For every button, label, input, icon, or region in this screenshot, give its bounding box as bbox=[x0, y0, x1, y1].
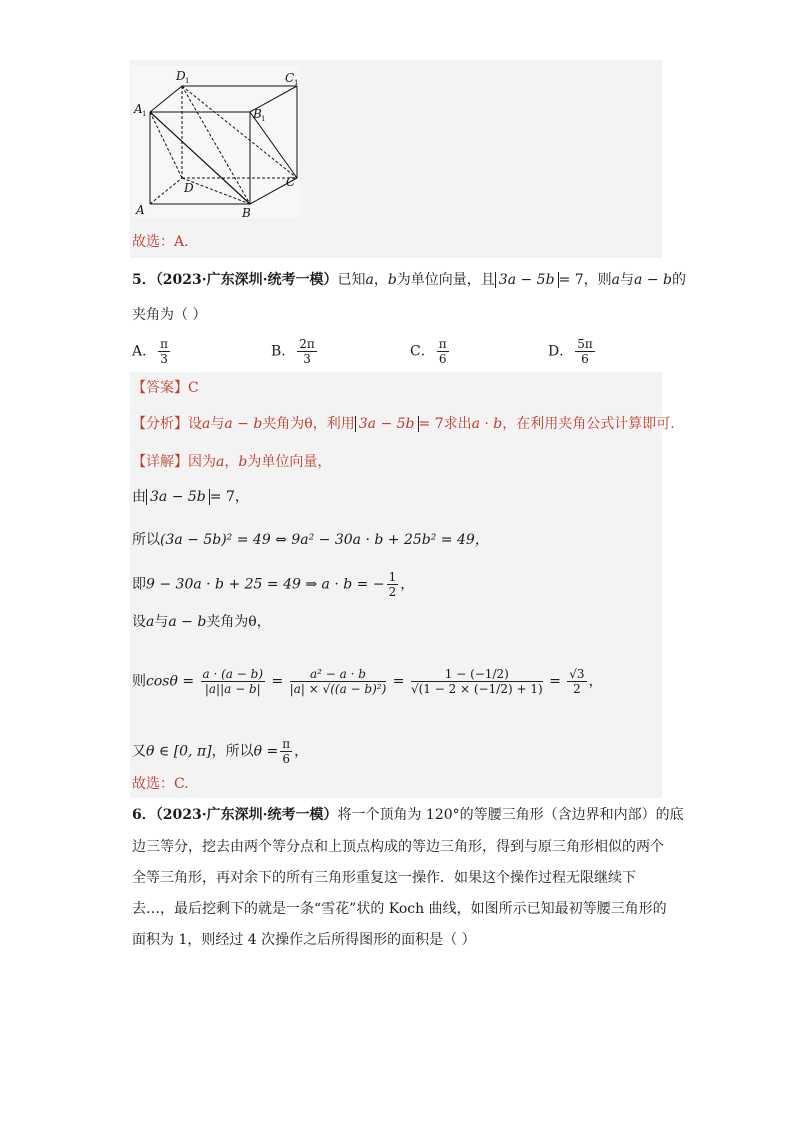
step5-fraction-1: $\frac{a \cdot (a - b)}{|a||a - b|}$ bbox=[202, 667, 264, 696]
detail-a: 因为 bbox=[188, 454, 216, 470]
detail-sep: ， bbox=[224, 454, 239, 470]
q5-diff: a − b bbox=[634, 272, 672, 288]
analysis-vec-a: a bbox=[202, 416, 211, 432]
q5-step6 bbox=[132, 737, 308, 766]
label-A1: A bbox=[134, 102, 143, 116]
analysis-a: 设 bbox=[188, 416, 202, 432]
step6-mid: ，所以 bbox=[211, 743, 254, 760]
q5-stem-c: ，则 bbox=[583, 272, 612, 288]
q6-line-2: 边三等分，挖去由两个等分点和上顶点构成的等边三角形，得到与原三角形相似的两个 bbox=[132, 839, 664, 855]
step3-pre: 即 bbox=[132, 576, 146, 593]
q5-sep: ， bbox=[373, 272, 388, 288]
step5-fraction-4: $\frac{√3}{2}$ bbox=[569, 667, 585, 696]
q5-stem-d: 与 bbox=[620, 272, 635, 288]
label-A1-sub: 1 bbox=[142, 110, 147, 118]
step6-range: θ ∈ [0, π] bbox=[146, 743, 212, 760]
label-B1-sub: 1 bbox=[261, 115, 266, 123]
step3-end: ， bbox=[400, 576, 415, 593]
option-label: A． bbox=[132, 343, 157, 360]
q5-option-d bbox=[548, 337, 597, 366]
option-fraction: $\frac{\pi}{6}$ bbox=[438, 337, 447, 366]
option-label: D． bbox=[548, 343, 574, 360]
q5-step1 bbox=[132, 487, 249, 507]
analysis-diff: a − b bbox=[224, 416, 263, 432]
step4-diff: a − b bbox=[168, 614, 207, 630]
option-fraction: $\frac{5\pi}{6}$ bbox=[577, 337, 593, 366]
analysis-tag: 【分析】 bbox=[132, 416, 188, 432]
cube-diagram bbox=[132, 66, 300, 218]
step4-a: 设 bbox=[132, 614, 146, 630]
analysis-abs: 3a − 5b bbox=[355, 416, 419, 432]
analysis-c: 夹角为θ，利用 bbox=[262, 416, 355, 432]
q5-detail bbox=[132, 452, 331, 472]
analysis-d: = 7求出 bbox=[418, 416, 472, 432]
step4-vec-a: a bbox=[146, 614, 155, 630]
q6-line-1 bbox=[132, 805, 684, 825]
label-C1: C bbox=[285, 71, 295, 85]
step2-expr: (3a − 5b)² = 49 ⇔ 9a² − 30a · b + 25b² = 49， bbox=[160, 532, 489, 548]
step6-end: ， bbox=[294, 743, 309, 760]
step5-cos: cosθ = bbox=[146, 673, 195, 690]
detail-tag: 【详解】 bbox=[132, 454, 188, 470]
analysis-b: 与 bbox=[210, 416, 225, 432]
label-B: B bbox=[242, 206, 251, 218]
q5-option-c bbox=[410, 337, 451, 366]
label-D1-sub: 1 bbox=[185, 77, 190, 85]
q5-stem-e: 的 bbox=[671, 272, 686, 288]
step5-fraction-2: $\frac{\text{a² − a · b}}{\text{|a| × √((a − b)²)}}$ bbox=[289, 667, 387, 696]
q5-vec-a-2: a bbox=[611, 272, 621, 288]
analysis-dot: a · b bbox=[471, 416, 503, 432]
step4-b: 与 bbox=[154, 614, 169, 630]
q5-vec-b: b bbox=[387, 272, 397, 288]
q5-stem-line2: 夹角为（ ） bbox=[132, 307, 207, 323]
q5-answer: 【答案】C bbox=[132, 380, 199, 396]
q5-stem-b: 为单位向量，且 bbox=[396, 272, 495, 288]
q5-analysis bbox=[132, 414, 675, 434]
option-label: C． bbox=[410, 343, 435, 360]
q6-number: 6． bbox=[132, 807, 156, 823]
step3-fraction: $\frac{1}{2}$ bbox=[388, 570, 397, 599]
q6-line1-text: 将一个顶角为 120°的等腰三角形（含边界和内部）的底 bbox=[337, 807, 684, 823]
step6-pre: 又 bbox=[132, 743, 146, 760]
q5-step4 bbox=[132, 612, 271, 632]
q5-abs-expr: 3a − 5b bbox=[495, 272, 559, 288]
step3-expr: 9 − 30a · b + 25 = 49 ⇒ a · b = − bbox=[146, 576, 385, 593]
detail-vec-a: a bbox=[216, 454, 225, 470]
step4-c: 夹角为θ， bbox=[206, 614, 271, 630]
step5-pre: 则 bbox=[132, 673, 146, 690]
q6-line-4: 去…，最后挖剩下的就是一条“雪花”状的 Koch 曲线，如图所示已知最初等腰三角形的 bbox=[132, 901, 667, 917]
q5-step2 bbox=[132, 530, 489, 550]
q6-line-3: 全等三角形，再对余下的所有三角形重复这一操作．如果这个操作过程无限继续下 bbox=[132, 870, 636, 886]
q5-option-b bbox=[271, 337, 319, 366]
step1-abs: 3a − 5b bbox=[146, 489, 210, 505]
option-fraction: $\frac{\pi}{3}$ bbox=[160, 337, 169, 366]
step5-fraction-3: $\frac{1 - (-1/2)}{√(1 - 2 \times (-1/2) + 1)}$ bbox=[410, 667, 543, 696]
q4-conclusion: 故选：A. bbox=[132, 234, 189, 250]
analysis-e: ，在利用夹角公式计算即可. bbox=[502, 416, 675, 432]
detail-b: 为单位向量， bbox=[247, 454, 332, 470]
q5-stem bbox=[132, 270, 686, 290]
q6-source: （2023·广东深圳·统考一模） bbox=[155, 807, 338, 823]
q6-line-5: 面积为 1，则经过 4 次操作之后所得图形的面积是（ ） bbox=[132, 932, 476, 948]
q5-step3 bbox=[132, 570, 414, 599]
label-A: A bbox=[136, 203, 145, 217]
label-D1: D bbox=[176, 69, 186, 83]
step2-pre: 所以 bbox=[132, 532, 160, 548]
q5-vec-a: a bbox=[365, 272, 374, 288]
step5-end: ， bbox=[588, 673, 603, 690]
option-label: B． bbox=[271, 343, 296, 360]
label-B1: B bbox=[253, 107, 262, 121]
step6-theta: θ = bbox=[253, 743, 279, 760]
q5-conclusion: 故选：C. bbox=[132, 776, 189, 792]
step6-fraction: $\frac{\pi}{6}$ bbox=[282, 737, 291, 766]
q5-option-a bbox=[132, 337, 172, 366]
q5-stem-a: 已知 bbox=[337, 272, 366, 288]
cube-figure bbox=[132, 66, 300, 218]
q5-eq7: = 7 bbox=[558, 272, 584, 288]
q5-number: 5． bbox=[132, 272, 156, 288]
label-C1-sub: 1 bbox=[294, 79, 299, 87]
option-fraction: $\frac{2\pi}{3}$ bbox=[299, 337, 315, 366]
detail-vec-b: b bbox=[238, 454, 248, 470]
step1-pre: 由 bbox=[132, 489, 146, 505]
label-D: D bbox=[184, 181, 194, 195]
label-C: C bbox=[286, 175, 296, 189]
q5-source: （2023·广东深圳·统考一模） bbox=[155, 272, 338, 288]
q5-step5: 则cosθ = $\frac{a \cdot (a - b)}{|a||a - b|}$ = $\frac{\text{a² − a · b}}{\text{|a| × √((a − b)²)}}$ = $\frac{1 - (-1/2)}{√(1 - 2 \times (-1/2) + 1)}$ = $\frac{√3}{2}$ ， bbox=[132, 667, 603, 696]
step1-post: = 7， bbox=[209, 489, 249, 505]
